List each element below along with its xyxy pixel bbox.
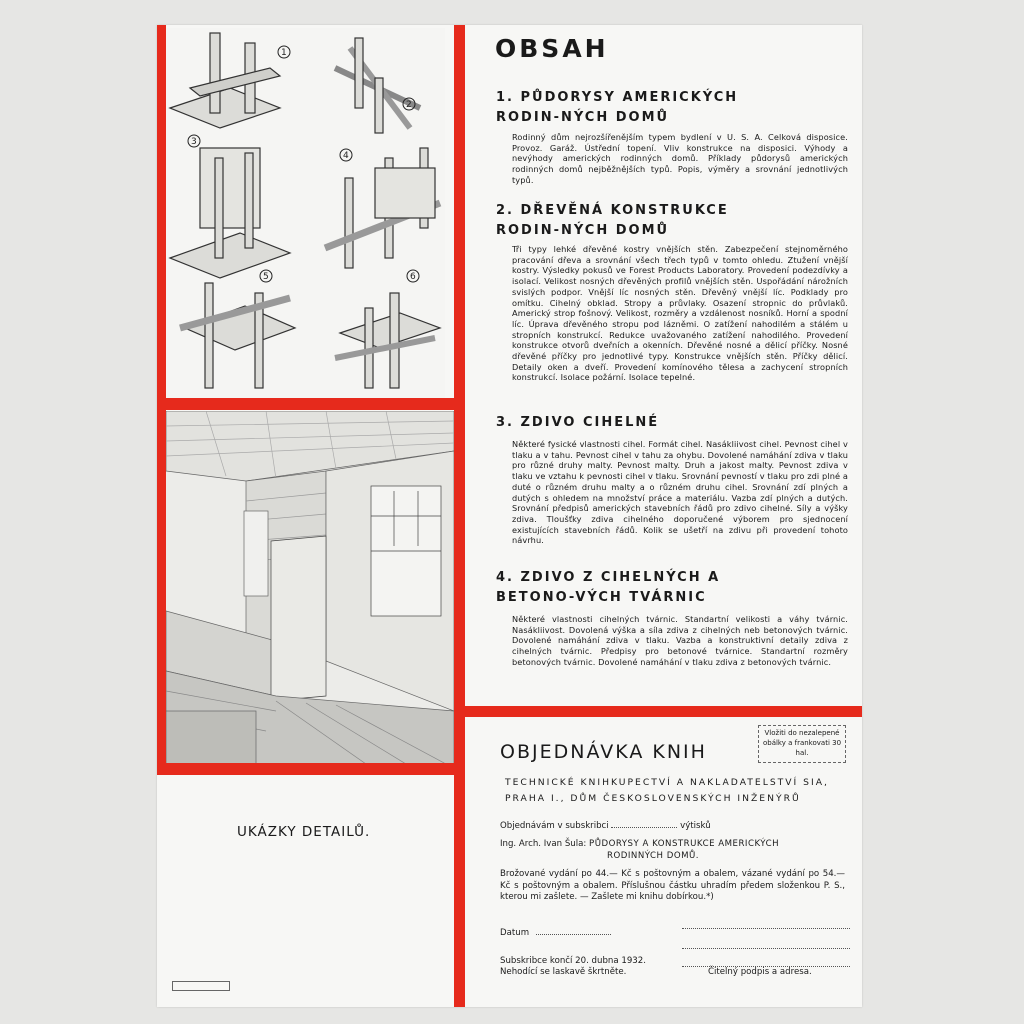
section-heading-1: 1. PŮDORYSY AMERICKÝCH RODIN-NÝCH DOMŮ: [496, 90, 739, 125]
subscription-prefix: Objednávám v subskribci: [500, 821, 609, 831]
section-heading-2: 2. DŘEVĚNÁ KONSTRUKCE RODIN-NÝCH DOMŮ: [496, 203, 729, 238]
red-divider-horizontal-top: [157, 398, 465, 410]
subscription-suffix: výtisků: [680, 821, 711, 831]
book-author: Ing. Arch. Ivan Šula:: [500, 839, 587, 849]
section-body-3: Některé fysické vlastnosti cihel. Formát cihel. Nasákliivost cihel. Pevnost cihel v tlaku a v tahu. Pevnost cihel v tahu za ohybu. Dovolené namáhání zdiva v tlaku pro různé druhy malty. Pevnost malty. Druh a jakost malty. Pevnost zdiva v tlaku ve vztahu k pevnosti cihel v tlaku. Srovnání pevností v tlaku pro zdi plné a duté o různém druhu malty a o různém druhu cihel. Srovnání zdí plných a dutých s ohledem na množství práce a materiálu. Vazba zdí plných a dutých. Srovnání předpisů amerických stavebních řádů pro zdivo cihelné. Síly a výšky zdiva. Tloušťky zdiva cihelného doporučené výborem pro sjednocení existujících stavebních řádů. Kolik se ušetří na zdivu při provedení tohoto návrhu.: [512, 439, 848, 546]
figure-number: 5: [263, 272, 269, 282]
publisher-line-2: PRAHA I., DŮM ČESKOSLOVENSKÝCH INŽENÝRŮ: [505, 793, 801, 804]
figure-number: 4: [343, 151, 349, 161]
details-caption: UKÁZKY DETAILŮ.: [237, 824, 371, 840]
date-field[interactable]: [536, 926, 611, 935]
timber-framing-drawings: [160, 28, 445, 398]
date-label: Datum: [500, 928, 530, 938]
signature-field-2[interactable]: [682, 940, 850, 949]
room-interior-illustration: [166, 411, 454, 764]
red-divider-horizontal-left-bottom: [157, 763, 465, 775]
copies-field[interactable]: [611, 819, 677, 828]
deadline-text: Subskribce končí 20. dubna 1932.: [500, 956, 646, 966]
section-body-2: Tři typy lehké dřevěné kostry vnějších stěn. Zabezpečení stejnoměrného pracování dřeva a srovnání všech třech typů v tomto ohledu. Ztužení vnější kostry. Výsledky pokusů ve Forest Products Laboratory. Provedení podezdívky a isolací. Velikost nosných dřevěných profilů vnějších stěn. Uspořádání nárožních svislých podpor. Vnější líc nosných stěn. Dřevěný vnější líc. Podklady pro omítku. Cihelný obklad. Stropy a průvlaky. Osazení stropnic do průvlaků. Americký strop fošnový. Velikost, rozměry a vzdálenost nosníků. Horní a spodní líc. Úprava dřevěného stropu pod lázněmi. O zatížení nahodilém a stálém u stropních konstrukcí. Redukce uvažovaného zatížení nahodilého. Provedení konstrukce otvorů dveřních a okenních. Dřevěné nosné a dělicí příčky. Nosné dřevěné příčky pro jednotlivé typy. Konstrukce vnějších stěn. Příčky dělicí. Detaily oken a dveří. Provedení komínového tělesa a zachycení stropních konstrukcí. Isolace požární. Isolace tepelné.: [512, 244, 848, 383]
strike-note: Nehodící se laskavě škrtněte.: [500, 967, 627, 977]
price-text: Brožované vydání po 44.— Kč s poštovným a obalem, vázané vydání po 54.— Kč s poštovným a obalem. Příslušnou částku uhradím předem složenkou P. S., kterou mi zašlete. — Zašlete mi knihu dobírkou.*): [500, 869, 845, 902]
printer-mark: [172, 981, 230, 991]
section-heading-3: 3. ZDIVO CIHELNÉ: [496, 415, 660, 430]
subscription-line: [500, 819, 711, 833]
book-title-2: RODINNÝCH DOMŮ.: [607, 850, 700, 861]
signature-label: Čitelný podpis a adresa.: [708, 967, 812, 977]
publisher-line-1: TECHNICKÉ KNIHKUPECTVÍ A NAKLADATELSTVÍ SIA,: [505, 777, 829, 788]
figure-number: 2: [406, 100, 412, 110]
section-body-1: Rodinný dům nejrozšířenějším typem bydlení v U. S. A. Celková disposice. Provoz. Garáž. Ústřední topení. Vliv konstrukce na disposici. Výhody a nevýhody amerických rodinných domů. Příklady půdorysů amerických rodinných domů nejběžnějších typů. Popis, výměry a srovnání jednotlivých typů.: [512, 132, 848, 185]
room-perspective-drawing: [166, 411, 454, 764]
figure-number: 6: [410, 272, 416, 282]
stamp-note-box: Vložiti do nezalepené obálky a frankovati 30 hal.: [758, 725, 846, 763]
order-form-title: OBJEDNÁVKA KNIH: [500, 741, 707, 763]
section-body-4: Některé vlastnosti cihelných tvárnic. Standartní velikosti a váhy tvárnic. Nasákliivost. Dovolená výška a síla zdiva z cihelných neb betonových tvárnic. Dovolené namáhání zdiva v tlaku. Vazba a konstruktivní detaily zdiva z cihelných tvárnic. Předpisy pro betonové tvárnice. Standartní rozměry betonových tvárnic. Dovolené namáhání v tlaku zdiva z betonových tvárnic.: [512, 614, 848, 667]
figure-number: 3: [191, 137, 197, 147]
figure-number: 1: [281, 48, 287, 58]
section-heading-4: 4. ZDIVO Z CIHELNÝCH A BETONO-VÝCH TVÁRNIC: [496, 570, 721, 605]
publisher-address: [505, 775, 829, 807]
framing-details-illustration: [160, 28, 445, 398]
book-title-1: PŮDORYSY A KONSTRUKCE AMERICKÝCH: [589, 839, 780, 849]
signature-field-3[interactable]: [682, 958, 850, 967]
contents-title: OBSAH: [495, 34, 609, 63]
date-row: [500, 926, 611, 940]
red-divider-vertical-main: [454, 25, 465, 1007]
book-author-title: [500, 839, 850, 862]
signature-field-1[interactable]: [682, 920, 850, 929]
red-divider-horizontal-right: [454, 706, 862, 717]
